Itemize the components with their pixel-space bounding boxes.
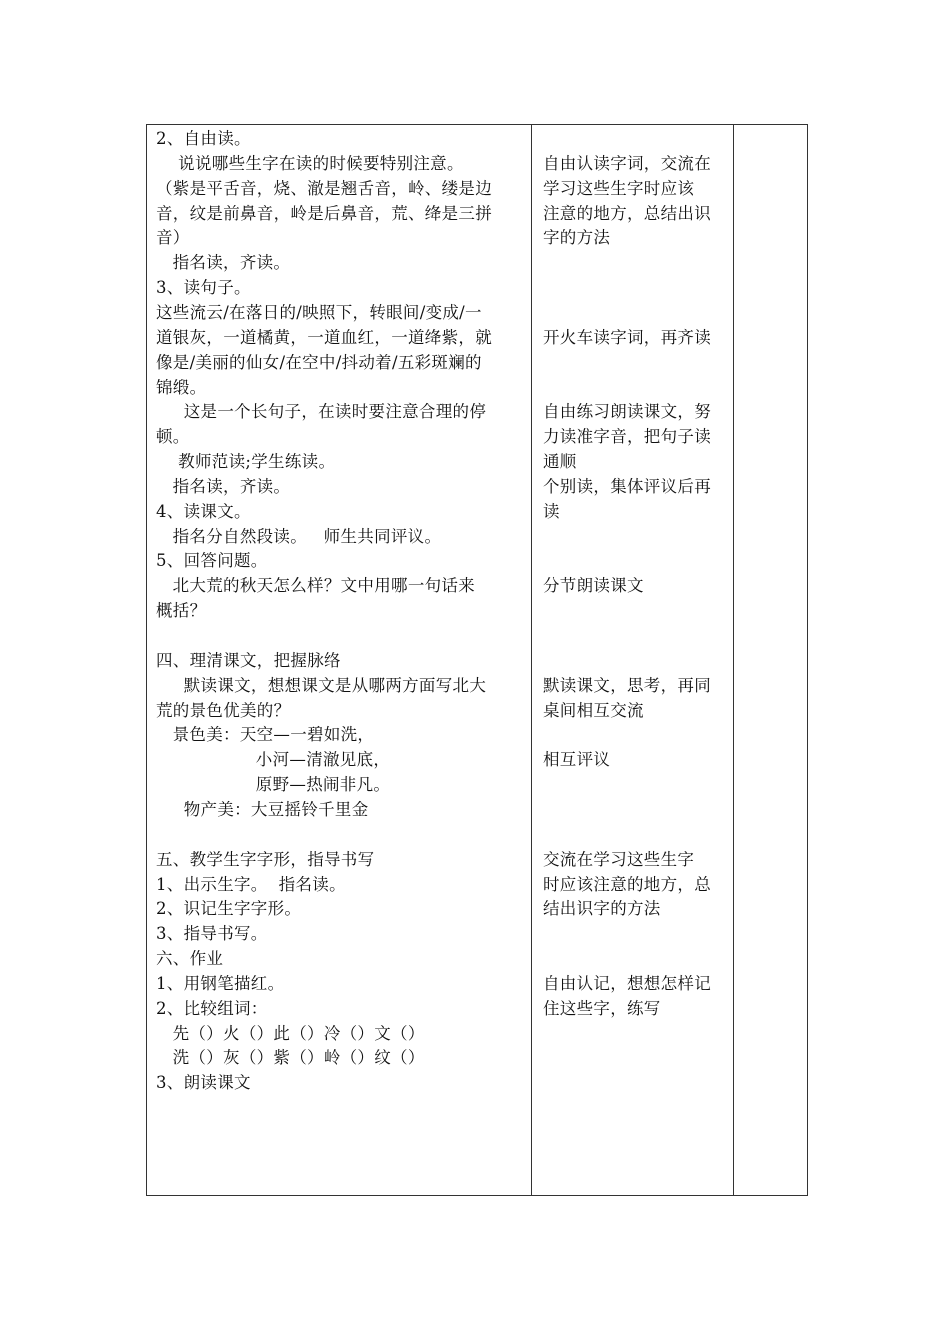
teacher-activity-line: 五、教学生字字形，指导书写 [156,849,375,869]
student-activity-line: 住这些字，练写 [543,998,661,1018]
student-activity-line: 结出识字的方法 [543,899,661,919]
student-activity-line: 读 [543,501,560,521]
student-activity-line: 分节朗读课文 [543,576,644,596]
student-activity-line: 开火车读字词，再齐读 [543,327,711,347]
teacher-activity-line: 四、理清课文，把握脉络 [156,650,341,670]
teacher-activity-line: 默读课文，想想课文是从哪两方面写北大 [156,675,487,695]
teacher-activity-line: 概括？ [156,601,207,621]
teacher-activity-line: 像是/美丽的仙女/在空中/抖动着/五彩斑斓的 [156,352,482,372]
teacher-activity-line: 顿。 [156,427,190,447]
teacher-activity-line: 教师范读;学生练读。 [156,452,336,472]
teacher-activity-line: 物产美：大豆摇铃千里金 [156,799,369,819]
teacher-activity-column [147,125,532,1195]
teacher-activity-line: 5、回答问题。 [156,551,268,571]
teacher-activity-line: 指名读，齐读。 [156,476,291,496]
student-activity-line: 学习这些生字时应该 [543,178,695,198]
student-activity-line: 默读课文，思考，再同 [543,675,711,695]
teacher-activity-line: 景色美：天空—一碧如洗， [156,725,375,745]
student-activity-line: 时应该注意的地方，总 [543,874,711,894]
teacher-activity-line: 小河—清澈见底， [156,750,391,770]
teacher-activity-line: 指名分自然段读。 师生共同评议。 [156,526,442,546]
teacher-activity-line: 指名读，齐读。 [156,253,291,273]
teacher-activity-line: 3、朗读课文 [156,1073,251,1093]
teacher-activity-line: （紫是平舌音，烧、澈是翘舌音，岭、缕是边 [156,178,492,198]
teacher-activity-line: 3、指导书写。 [156,924,268,944]
teacher-activity-line: 2、识记生字字形。 [156,899,302,919]
student-activity-line: 相互评议 [543,750,611,770]
notes-column [734,125,807,1195]
teacher-activity-line: 道银灰，一道橘黄，一道血红，一道绛紫，就 [156,327,492,347]
teacher-activity-line: 4、读课文。 [156,501,251,521]
student-activity-line: 通顺 [543,452,577,472]
teacher-activity-line: 说说哪些生字在读的时候要特别注意。 [156,153,464,173]
teacher-activity-line: 荒的景色优美的？ [156,700,291,720]
teacher-activity-line: 六、作业 [156,949,224,969]
student-activity-line: 字的方法 [543,228,611,248]
student-activity-line: 注意的地方，总结出识 [543,203,711,223]
teacher-activity-line: 2、比较组词： [156,998,268,1018]
student-activity-line: 个别读，集体评议后再 [543,476,711,496]
student-activity-line: 自由认读字词，交流在 [543,153,711,173]
teacher-activity-line: 北大荒的秋天怎么样？文中用哪一句话来 [156,576,476,596]
teacher-activity-line: 1、出示生字。 指名读。 [156,874,346,894]
teacher-activity-line: 洗（）灰（）紫（）岭（）纹（） [156,1048,425,1068]
teacher-activity-line: 原野—热闹非凡。 [156,775,391,795]
lesson-plan-table [146,124,808,1196]
student-activity-line: 桌间相互交流 [543,700,644,720]
teacher-activity-line: 2、自由读。 [156,129,251,148]
teacher-activity-line: 3、读句子。 [156,278,251,298]
teacher-activity-line: 1、用钢笔描红。 [156,973,285,993]
teacher-activity-line: 音） [156,228,190,248]
student-activity-column [532,125,734,1195]
teacher-activity-line: 锦缎。 [156,377,207,397]
teacher-activity-line: 这些流云/在落日的/映照下，转眼间/变成/一 [156,302,482,322]
teacher-activity-line: 音，纹是前鼻音，岭是后鼻音，荒、绛是三拼 [156,203,492,223]
teacher-activity-line: 这是一个长句子，在读时要注意合理的停 [156,402,487,422]
student-activity-line: 力读准字音，把句子读 [543,427,711,447]
teacher-activity-line: 先（）火（）此（）冷（）文（） [156,1023,425,1043]
student-activity-line: 交流在学习这些生字 [543,849,695,869]
student-activity-line: 自由认记，想想怎样记 [543,973,711,993]
student-activity-line: 自由练习朗读课文，努 [543,402,711,422]
